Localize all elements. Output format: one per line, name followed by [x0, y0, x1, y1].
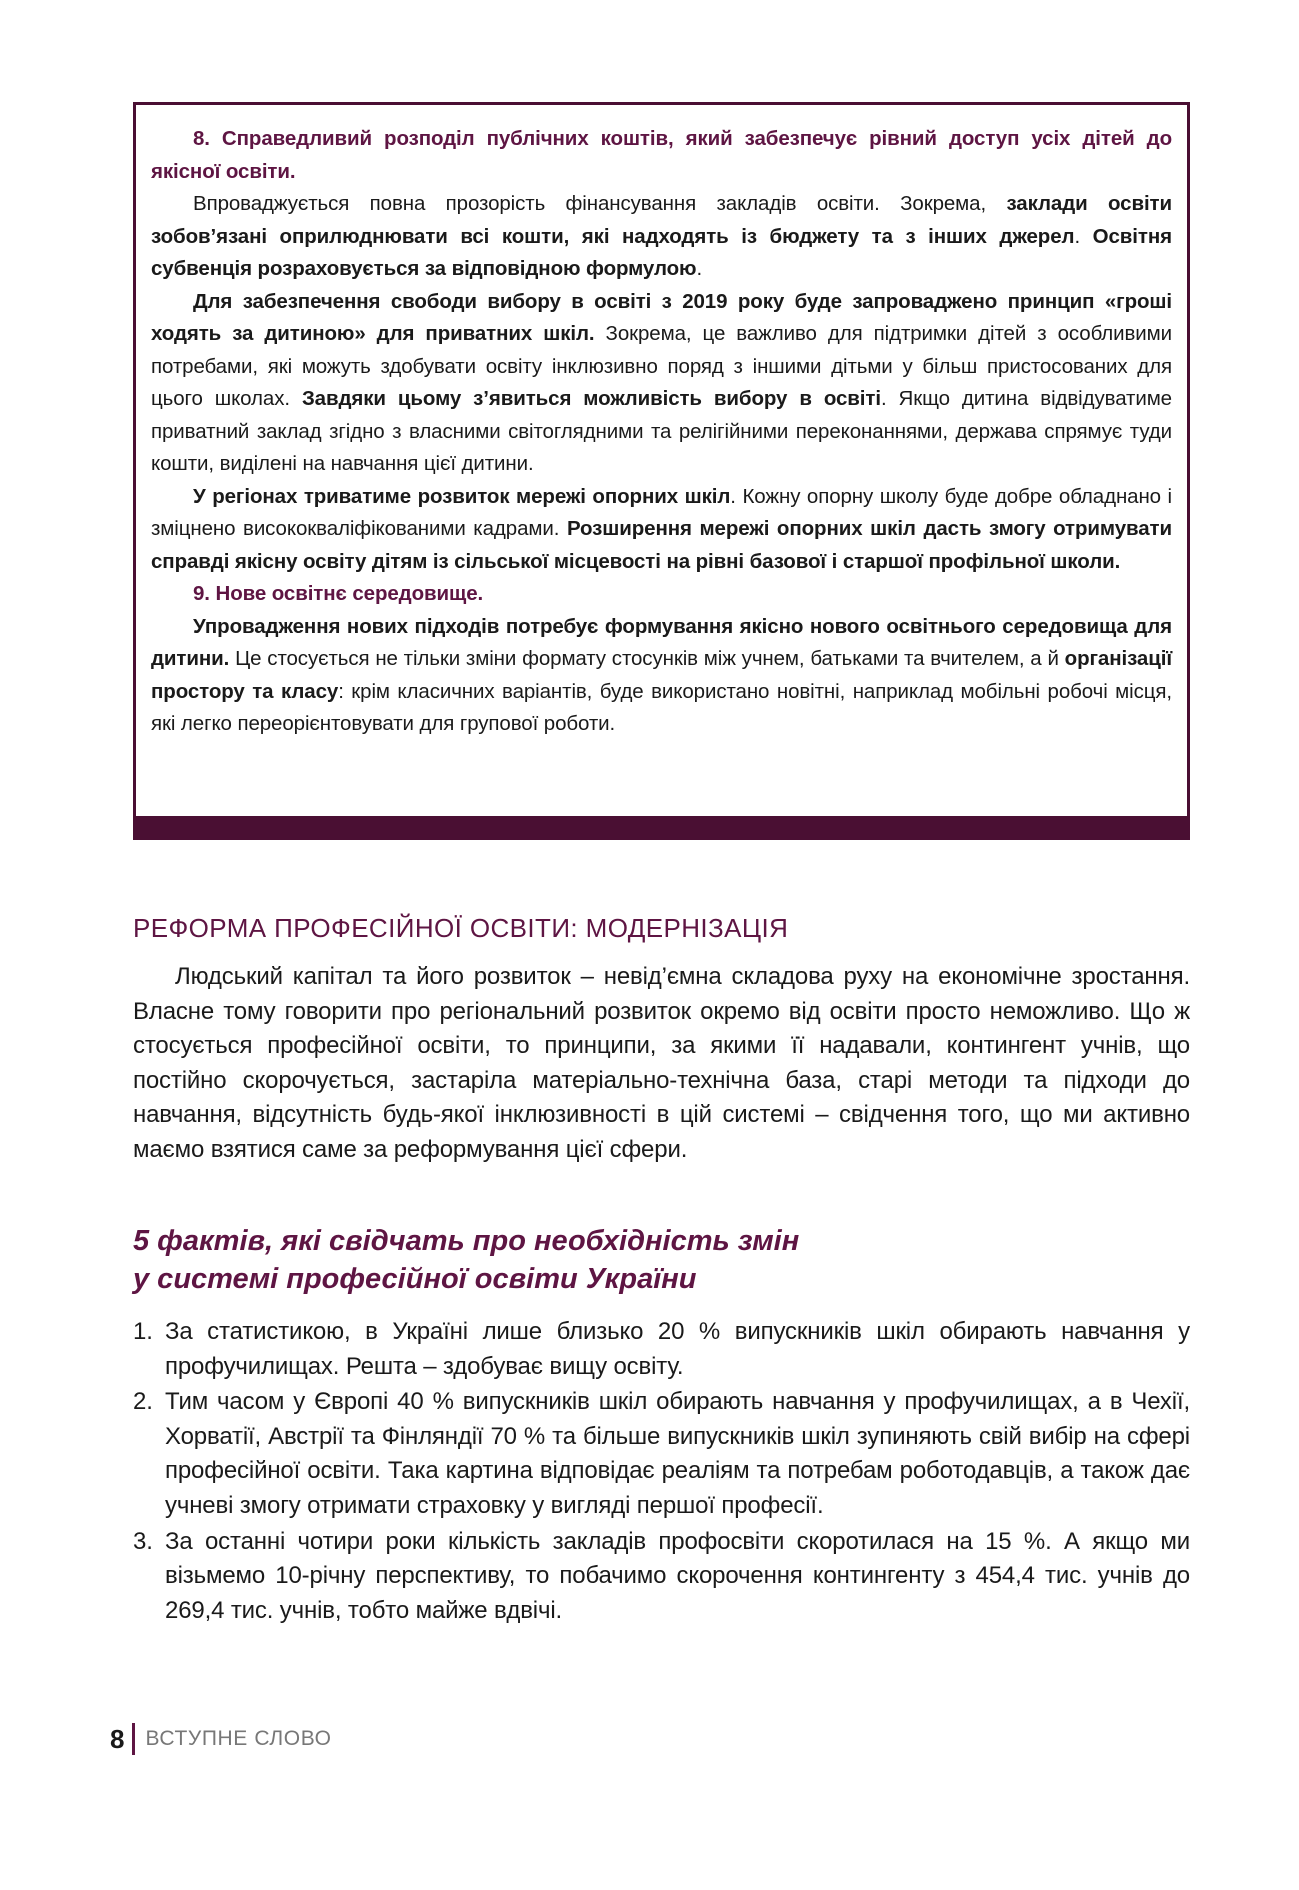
bold-run: Упровадження нових підходів потребує формування якісно нового освітнього середовища для дитини. — [151, 614, 1172, 670]
facts-title-line-1: 5 фактів, які свідчать про необхідність змін — [133, 1225, 800, 1257]
bold-run: Для забезпечення свободи вибору в освіті з 2019 року буде запроваджено принцип «гроші ходять за дитиною» для приватних шкіл. — [151, 289, 1172, 345]
box-paragraph-hub-schools — [151, 481, 1172, 579]
list-item-text: Тим часом у Європі 40 % випускників шкіл обирають навчання у профучилищах, а в Чехії, Хорватії, Австрії та Фінляндії 70 % та більше випускників шкіл зупиняють свій вибір на сфері професійної освіти. Така картина відповідає реаліям та потребам роботодавців, а також дає учневі змогу отримати страховку у вигляді першої професії. — [165, 1388, 1190, 1519]
list-item — [133, 1525, 1190, 1629]
text-run: : крім класичних варіантів, буде використано новітні, наприклад мобільні робочі місця, які легко переорієнтовувати для групової роботи. — [151, 679, 1172, 735]
bold-run: Освітня субвенція розраховується за відповідною формулою — [151, 224, 1172, 280]
page-footer — [110, 1722, 332, 1756]
box-heading-9: 9. Нове освітнє середовище. — [193, 582, 484, 605]
footer-divider — [132, 1723, 135, 1755]
section-title: РЕФОРМА ПРОФЕСІЙНОЇ ОСВІТИ: МОДЕРНІЗАЦІЯ — [133, 913, 789, 943]
text-run: Це стосується не тільки зміни формату стосунків між учнем, батьками та вчителем, а й — [229, 647, 1065, 670]
box-paragraph-choice — [151, 286, 1172, 481]
list-item-number: 2. — [133, 1388, 153, 1416]
footer-section-name: ВСТУПНЕ СЛОВО — [145, 1727, 332, 1750]
facts-list — [133, 1315, 1190, 1629]
box-paragraph-funding — [151, 188, 1172, 286]
facts-title-line-2: у системі професійної освіти України — [133, 1263, 697, 1295]
bold-run: У регіонах триватиме розвиток мережі опорних шкіл — [193, 484, 731, 508]
bold-run: заклади освіти зобов’язані оприлюднювати всі кошти, які надходять із бюджету та з інших джерел — [151, 192, 1172, 248]
bold-run: Розширення мережі опорних шкіл дасть змогу отримувати справді якісну освіту дітям із сільської місцевості на рівні базової і старшої профільної школи. — [151, 517, 1172, 573]
box-paragraph-environment — [151, 611, 1172, 741]
text-run: . — [1074, 224, 1093, 248]
intro-paragraph: Людський капітал та його розвиток – невід’ємна складова руху на економічне зростання. Власне тому говорити про регіональний розвиток окремо від освіти просто неможливо. Що ж стосується професійної освіти, то принципи, за якими її надавали, контингент учнів, що постійно скорочується, застаріла матеріально-технічна база, старі методи та підходи до навчання, відсутність будь-якої інклюзивності в цій системі – свідчення того, що ми активно маємо взятися саме за реформування цієї сфери. — [133, 963, 1190, 1163]
list-item — [133, 1315, 1190, 1384]
list-item-text: За статистикою, в Україні лише близько 20 % випускників шкіл обирають навчання у профучилищах. Решта – здобуває вищу освіту. — [165, 1318, 1190, 1380]
text-run: Впроваджується повна прозорість фінансування закладів освіти. Зокрема, — [193, 192, 1007, 215]
facts-title — [133, 1222, 1133, 1298]
list-item-text: За останні чотири роки кількість закладів профосвіти скоротилася на 15 %. А якщо ми візьмемо 10-річну перспективу, то побачимо скорочення контингенту з 454,4 тис. учнів до 269,4 тис. учнів, тобто майже вдвічі. — [165, 1527, 1190, 1624]
text-run: Зокрема, це важливо для підтримки дітей з особливими потребами, які можуть здобувати освіту інклюзивно поряд з іншими дітьми у більш пристосованих для цього школах. — [151, 322, 1172, 410]
list-item-number: 3. — [133, 1527, 153, 1555]
highlight-box — [133, 102, 1190, 840]
list-item — [133, 1385, 1190, 1523]
text-run: . Кожну опорну школу буде добре обладнано і зміцнено висококваліфікованими кадрами. — [151, 484, 1172, 540]
bold-run: організації простору та класу — [151, 647, 1172, 703]
text-run: . — [696, 257, 703, 280]
bold-run: Завдяки цьому з’явиться можливість вибору в освіті — [301, 387, 881, 410]
text-run: . Якщо дитина відвідуватиме приватний заклад згідно з власними світоглядними та релігійними переконаннями, держава спрямує туди кошти, виділені на навчання цієї дитини. — [151, 387, 1172, 475]
page-number: 8 — [110, 1723, 125, 1754]
list-item-number: 1. — [133, 1318, 153, 1345]
box-heading-8: 8. Справедливий розподіл публічних коштів, який забезпечує рівний доступ усіх дітей до якісної освіти. — [151, 127, 1172, 183]
